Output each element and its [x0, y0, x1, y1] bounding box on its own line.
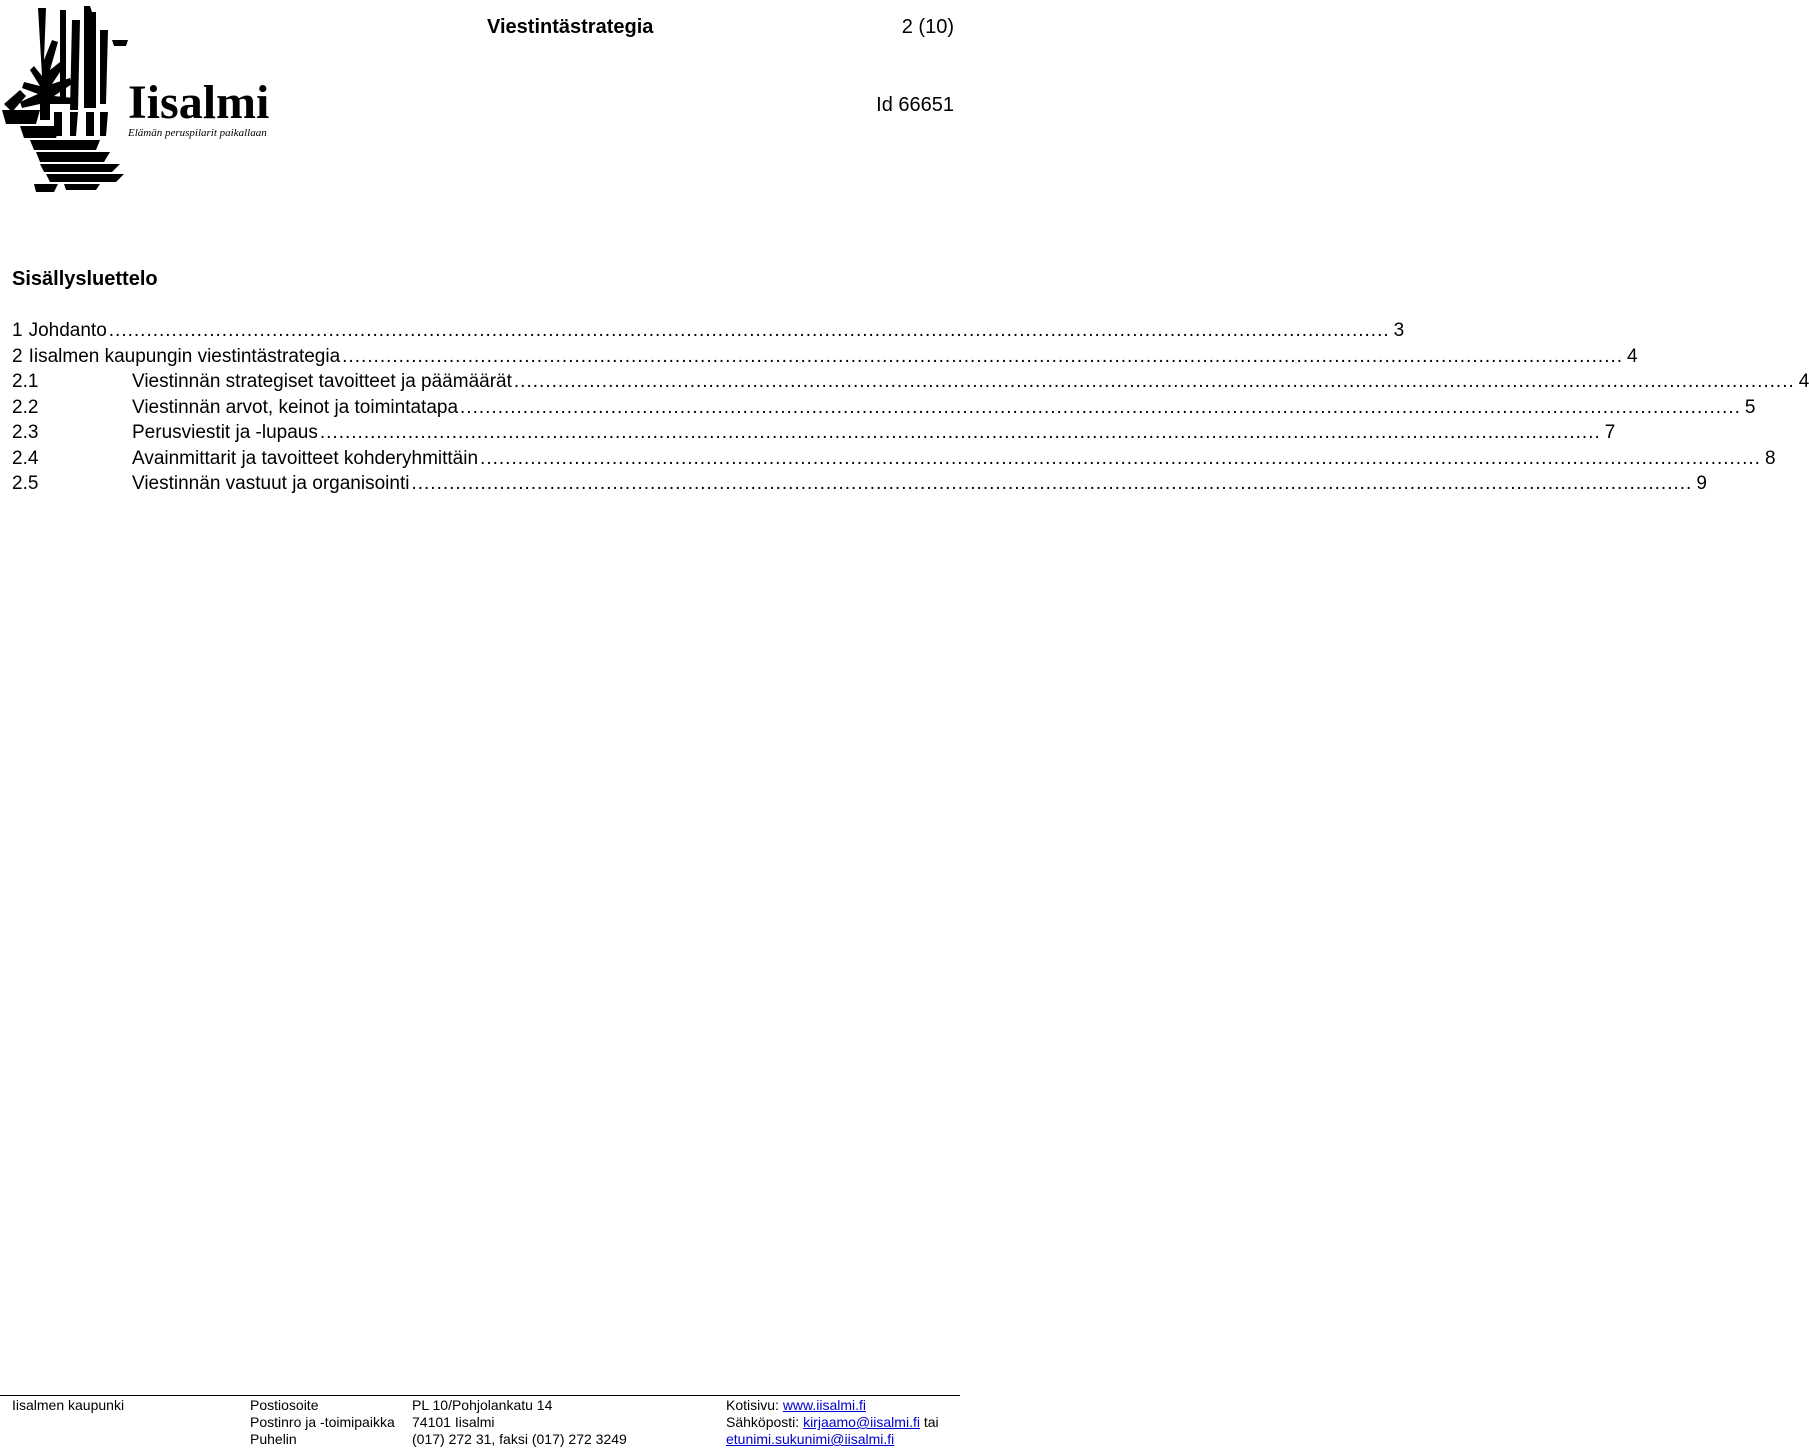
- toc-heading: Sisällysluettelo: [12, 268, 158, 290]
- toc-entry[interactable]: [12, 471, 1707, 497]
- toc-entry-page: 4: [1798, 371, 1809, 392]
- toc-entry[interactable]: [12, 344, 1638, 370]
- toc-entry-number: 2.2: [12, 396, 39, 418]
- homepage-link[interactable]: www.iisalmi.fi: [782, 1397, 867, 1413]
- iisalmi-logo: [0, 0, 280, 200]
- toc-leader-dots: ............................................................................................................................................................................................................: [480, 447, 1761, 469]
- footer-phone-label: Puhelin: [250, 1431, 297, 1447]
- toc-entry-page: 4: [1627, 345, 1638, 367]
- toc-entry-title: Viestinnän arvot, keinot ja toimintatapa: [132, 396, 459, 418]
- toc-entry-page: 8: [1764, 447, 1776, 469]
- footer-email: [726, 1414, 939, 1431]
- toc-entry-title: Johdanto: [28, 320, 107, 341]
- toc-leader-dots: ............................................................................................................................................................................................................: [342, 345, 1624, 367]
- footer-email-label: Sähköposti:: [726, 1414, 800, 1430]
- toc-entry-number: 2: [12, 345, 23, 367]
- toc-entry-title: Viestinnän vastuut ja organisointi: [132, 473, 410, 494]
- toc-entry[interactable]: [12, 318, 1405, 344]
- logo-wordmark-text: Iisalmi: [128, 76, 270, 129]
- toc-entry-title: Viestinnän strategiset tavoitteet ja päämäärät: [132, 371, 512, 392]
- footer-email-personal: [726, 1431, 894, 1448]
- footer-postal-value: PL 10/Pohjolankatu 14: [412, 1397, 553, 1413]
- toc-entry-title: Avainmittarit ja tavoitteet kohderyhmittäin: [132, 447, 479, 469]
- toc-leader-dots: ............................................................................................................................................................................................................: [319, 422, 1601, 443]
- footer-email-suffix: tai: [923, 1414, 939, 1430]
- footer-rule: [0, 1395, 960, 1396]
- toc-entry-page: 9: [1696, 473, 1707, 494]
- toc-entry-number: 1: [12, 320, 23, 341]
- toc-entry[interactable]: [12, 446, 1776, 472]
- logo-tagline: Elämän peruspilarit paikallaan: [128, 127, 267, 139]
- toc-entry[interactable]: [12, 369, 1809, 395]
- toc-entry-page: 7: [1604, 422, 1616, 443]
- toc-entry-title: Perusviestit ja -lupaus: [132, 422, 318, 443]
- page-footer: [0, 1397, 960, 1451]
- toc-entry[interactable]: [12, 420, 1616, 446]
- toc-entry-page: 3: [1393, 320, 1405, 341]
- footer-phone-value: (017) 272 31, faksi (017) 272 3249: [412, 1431, 627, 1447]
- table-of-contents: [12, 318, 1809, 497]
- personal-email-link[interactable]: etunimi.sukunimi@iisalmi.fi: [726, 1431, 895, 1447]
- toc-entry-number: 2.4: [12, 447, 39, 469]
- toc-leader-dots: ............................................................................................................................................................................................................: [460, 396, 1741, 418]
- toc-entry-number: 2.3: [12, 422, 39, 443]
- toc-entry-title: Iisalmen kaupungin viestintästrategia: [28, 345, 341, 367]
- footer-postal-label: Postiosoite: [250, 1397, 319, 1413]
- logo-wordmark: [0, 0, 280, 200]
- footer-homepage-label: Kotisivu:: [726, 1397, 779, 1413]
- footer-postcode-label: Postinro ja -toimipaikka: [250, 1414, 395, 1430]
- toc-entry-number: 2.5: [12, 473, 39, 494]
- document-title: Viestintästrategia: [487, 16, 654, 38]
- toc-entry-number: 2.1: [12, 371, 39, 392]
- page-number: 2 (10): [901, 16, 954, 38]
- footer-org: Iisalmen kaupunki: [12, 1397, 125, 1413]
- toc-leader-dots: ............................................................................................................................................................................................................: [411, 473, 1693, 494]
- email-link[interactable]: kirjaamo@iisalmi.fi: [803, 1414, 920, 1430]
- document-id: Id 66651: [876, 94, 954, 116]
- footer-homepage: [726, 1397, 866, 1414]
- toc-leader-dots: ............................................................................................................................................................................................................: [108, 320, 1390, 341]
- footer-postcode-value: 74101 Iisalmi: [412, 1414, 495, 1430]
- toc-entry[interactable]: [12, 395, 1756, 421]
- toc-entry-page: 5: [1744, 396, 1756, 418]
- toc-leader-dots: ............................................................................................................................................................................................................: [513, 371, 1795, 392]
